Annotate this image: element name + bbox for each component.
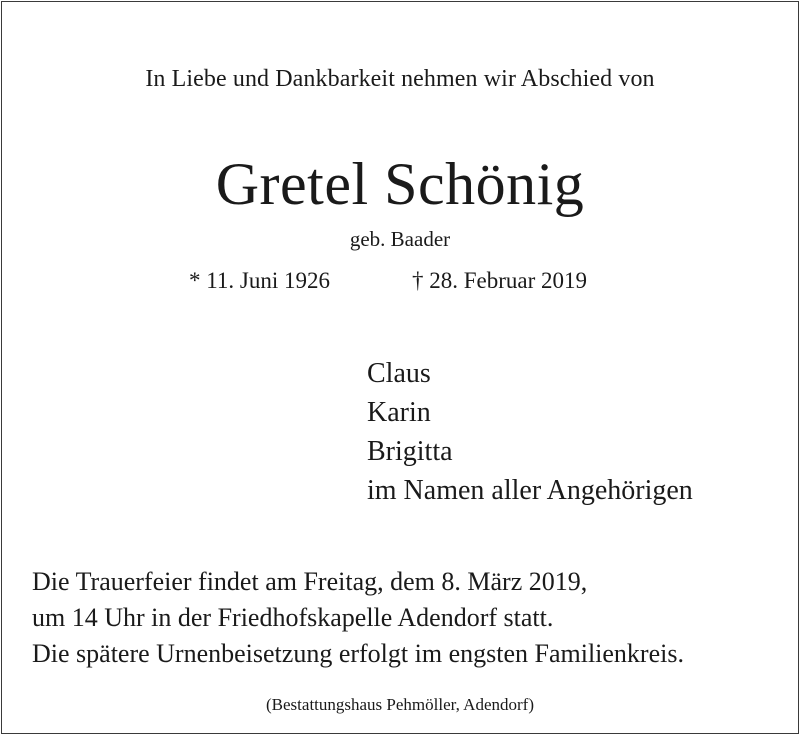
mourner-name: Karin <box>367 397 431 428</box>
mourner-name: im Namen aller Angehörigen <box>367 475 693 506</box>
mourner-name: Brigitta <box>367 436 453 467</box>
obituary-notice <box>1 1 799 734</box>
death-date: † 28. Februar 2019 <box>412 268 588 293</box>
service-info <box>32 564 684 672</box>
undertaker-credit: (Bestattungshaus Pehmöller, Adendorf) <box>266 695 534 714</box>
service-line: Die spätere Urnenbeisetzung erfolgt im engsten Familienkreis. <box>32 639 684 668</box>
mourners-list <box>367 354 693 510</box>
deceased-name: Gretel Schönig <box>215 151 585 217</box>
intro-text: In Liebe und Dankbarkeit nehmen wir Abschied von <box>145 66 655 92</box>
birth-name: geb. Baader <box>349 227 451 251</box>
service-line: Die Trauerfeier findet am Freitag, dem 8. März 2019, <box>32 567 588 596</box>
service-line: um 14 Uhr in der Friedhofskapelle Adendorf statt. <box>32 603 554 632</box>
mourner-name: Claus <box>367 358 431 389</box>
birth-date: * 11. Juni 1926 <box>189 268 330 293</box>
